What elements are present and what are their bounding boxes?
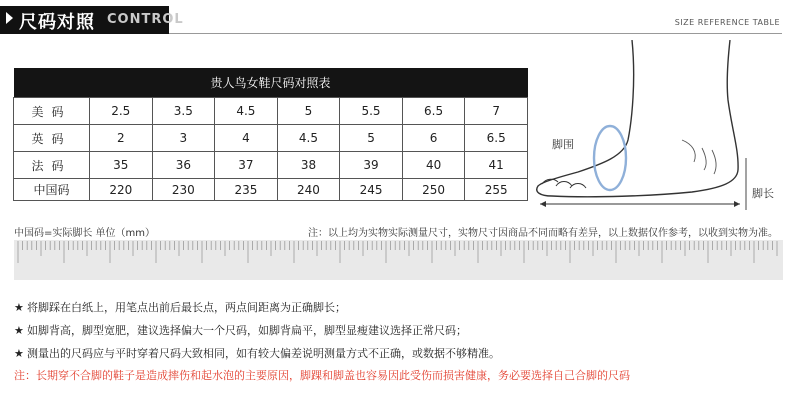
foot-illustration xyxy=(532,40,782,215)
header-divider xyxy=(169,33,782,34)
star-icon: ★ xyxy=(14,347,24,360)
table-cell: 255 xyxy=(465,179,528,201)
table-row xyxy=(14,98,528,125)
warning-note: 注：长期穿不合脚的鞋子是造成摔伤和起水泡的主要原因，脚踝和脚盖也容易因此受伤而损害健康，务必要选择自己合脚的尺码 xyxy=(14,369,630,382)
tip-text: 测量出的尺码应与平时穿着尺码大致相同，如有较大偏差说明测量方式不正确，或数据不够精准。 xyxy=(27,347,500,360)
table-cell: 240 xyxy=(277,179,340,201)
triangle-arrow-icon xyxy=(6,12,13,24)
size-reference-label: SIZE REFERENCE TABLE xyxy=(674,18,780,27)
table-cell: 6.5 xyxy=(402,98,465,125)
section-header xyxy=(0,0,790,40)
table-cell: 7 xyxy=(465,98,528,125)
section-title-en: CONTROL xyxy=(107,12,184,27)
size-table-caption: 贵人鸟女鞋尺码对照表 xyxy=(14,68,528,98)
table-cell: 4.5 xyxy=(277,125,340,152)
tip-text: 将脚踩在白纸上，用笔点出前后最长点，两点间距离为正确脚长； xyxy=(27,301,346,314)
table-cell: 2.5 xyxy=(90,98,153,125)
foot-outline xyxy=(537,40,738,197)
tip-item xyxy=(14,345,500,361)
table-cell: 38 xyxy=(277,152,340,179)
table-row xyxy=(14,125,528,152)
table-cell: 4 xyxy=(215,125,278,152)
tip-item xyxy=(14,299,346,315)
girth-label: 脚围 xyxy=(552,138,574,151)
table-row xyxy=(14,179,528,201)
table-cell: 6.5 xyxy=(465,125,528,152)
tip-text: 如脚背高，脚型宽肥，建议选择偏大一个尺码，如脚背扁平，脚型显瘦建议选择正常尺码； xyxy=(27,324,467,337)
ankle-detail xyxy=(682,140,716,174)
table-cell: 35 xyxy=(90,152,153,179)
table-cell: 6 xyxy=(402,125,465,152)
table-cell: 235 xyxy=(215,179,278,201)
length-label: 脚长 xyxy=(752,187,774,200)
table-cell: 39 xyxy=(340,152,403,179)
ruler xyxy=(14,240,783,280)
table-cell: 4.5 xyxy=(215,98,278,125)
row-label: 英码 xyxy=(14,125,90,152)
table-cell: 2 xyxy=(90,125,153,152)
row-label: 美码 xyxy=(14,98,90,125)
table-cell: 41 xyxy=(465,152,528,179)
table-cell: 36 xyxy=(152,152,215,179)
girth-ring-icon xyxy=(594,126,626,190)
table-cell: 40 xyxy=(402,152,465,179)
table-cell: 5 xyxy=(340,125,403,152)
tip-item xyxy=(14,322,467,338)
disclaimer: 注：以上均为实物实际测量尺寸，实物尺寸因商品不同而略有差异，以上数据仅作参考，以收到实物为准。 xyxy=(308,228,778,239)
table-cell: 245 xyxy=(340,179,403,201)
star-icon: ★ xyxy=(14,301,24,314)
table-row xyxy=(14,152,528,179)
unit-note: 中国码=实际脚长 单位（mm） xyxy=(14,228,156,239)
measurement-notes xyxy=(14,224,784,238)
foot-diagram xyxy=(532,40,782,215)
table-cell: 250 xyxy=(402,179,465,201)
ruler-ticks xyxy=(14,240,783,280)
table-cell: 5.5 xyxy=(340,98,403,125)
section-title: 尺码对照 xyxy=(19,12,95,33)
table-cell: 37 xyxy=(215,152,278,179)
table-cell: 5 xyxy=(277,98,340,125)
table-cell: 220 xyxy=(90,179,153,201)
table-cell: 3.5 xyxy=(152,98,215,125)
row-label: 中国码 xyxy=(14,179,90,201)
table-cell: 3 xyxy=(152,125,215,152)
table-cell: 230 xyxy=(152,179,215,201)
star-icon: ★ xyxy=(14,324,24,337)
row-label: 法码 xyxy=(14,152,90,179)
title-block xyxy=(0,6,184,34)
size-chart-table xyxy=(13,68,528,201)
